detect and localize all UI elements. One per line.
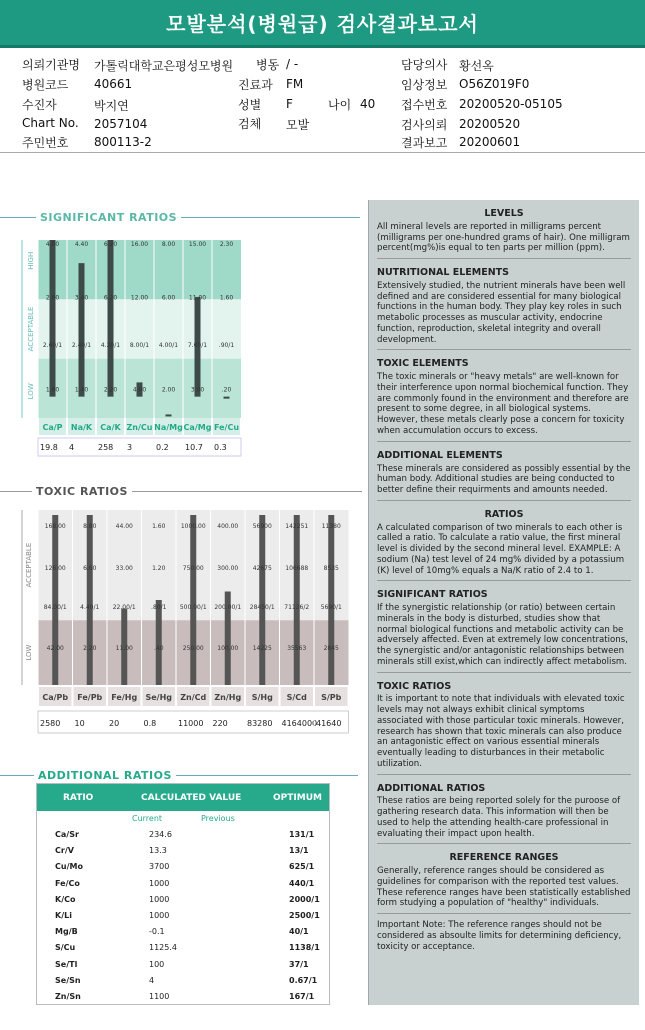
explanation-heading: REFERENCE RANGES bbox=[449, 852, 559, 864]
significant-column-name: Fe/Cu bbox=[213, 423, 240, 432]
significant-tick-label: 16.00 bbox=[130, 241, 149, 248]
significant-tick-label: 2.40/1 bbox=[71, 341, 92, 349]
explanation-heading: SIGNIFICANT RATIOS bbox=[377, 589, 488, 601]
clinical-value: O56Z019F0 bbox=[459, 77, 530, 91]
age-value: 40 bbox=[360, 97, 376, 111]
significant-tick-label: 1.60 bbox=[45, 386, 60, 394]
toxic-tick-label: .80/1 bbox=[151, 604, 167, 611]
toxic-value: 10 bbox=[74, 719, 85, 728]
significant-bar bbox=[79, 263, 85, 397]
toxic-tick-label: 14225 bbox=[252, 645, 272, 652]
significant-column-name: Ca/P bbox=[42, 423, 63, 432]
significant-value: 19.8 bbox=[40, 443, 58, 452]
toxic-tick-label: 126.00 bbox=[44, 565, 66, 572]
dept-value: / - bbox=[286, 57, 299, 71]
sex-label: 성별 bbox=[238, 98, 262, 112]
significant-bar bbox=[50, 240, 56, 397]
toxic-side-label: LOW bbox=[25, 644, 33, 661]
significant-column-name: Na/K bbox=[70, 423, 93, 432]
toxic-tick-label: 11.00 bbox=[115, 645, 133, 652]
receipt-label: 접수번호 bbox=[401, 98, 448, 112]
toxic-tick-label: 2845 bbox=[323, 645, 339, 652]
significant-side-label: HIGH bbox=[27, 251, 35, 270]
toxic-tick-label: 750.00 bbox=[182, 565, 204, 572]
significant-tick-label: 6.00 bbox=[161, 294, 176, 302]
toxic-bar bbox=[87, 515, 93, 685]
name-value: 박지연 bbox=[94, 99, 129, 113]
toxic-column-name: Fe/Pb bbox=[77, 693, 103, 702]
toxic-tick-label: 6.60 bbox=[83, 565, 97, 572]
toxic-tick-label: 84.00/1 bbox=[43, 604, 67, 611]
additional-current-value: 1000 bbox=[149, 911, 170, 920]
significant-tick-label: 3.00 bbox=[190, 386, 205, 394]
toxic-tick-label: 142251 bbox=[285, 523, 309, 530]
additional-optimum-value: 167/1 bbox=[289, 992, 315, 1001]
explanation-heading: ADDITIONAL RATIOS bbox=[377, 782, 486, 794]
toxic-value: 4164000 bbox=[281, 719, 318, 728]
toxic-tick-label: 1000.00 bbox=[180, 523, 206, 530]
explanation-text: Generally, reference ranges should be considered as guidelines for comparison with the reported test values. These reference ranges have been statistically established form studying a population of "healthy" individuals. bbox=[377, 866, 631, 909]
rrn-label: 주민번호 bbox=[22, 136, 69, 150]
significant-side-label: LOW bbox=[27, 383, 35, 400]
additional-ratio-name: K/Li bbox=[55, 911, 72, 920]
toxic-tick-label: 400.00 bbox=[217, 523, 239, 530]
subheader-previous: Previous bbox=[201, 814, 235, 823]
significant-title: SIGNIFICANT RATIOS bbox=[36, 210, 181, 225]
toxic-column-name: Se/Hg bbox=[145, 693, 173, 702]
toxic-bar bbox=[328, 515, 334, 685]
toxic-tick-label: 42675 bbox=[252, 565, 272, 572]
additional-ratio-name: Cu/Mo bbox=[55, 862, 83, 872]
significant-tick-label: 8.00/1 bbox=[129, 341, 150, 349]
toxic-tick-label: .40 bbox=[153, 645, 164, 652]
header-optimum: OPTIMUM bbox=[273, 793, 322, 803]
toxic-side-label: ACCEPTABLE bbox=[25, 542, 33, 588]
explanation-heading: TOXIC RATIOS bbox=[377, 680, 452, 692]
toxic-tick-label: 168.00 bbox=[44, 523, 66, 530]
chart-label: Chart No. bbox=[22, 116, 79, 130]
toxic-tick-label: 1.20 bbox=[152, 565, 166, 572]
sex-value: F bbox=[286, 97, 293, 111]
rrn-value: 800113-2 bbox=[94, 135, 152, 149]
toxic-tick-label: 71126/2 bbox=[284, 604, 310, 611]
toxic-tick-label: 300.00 bbox=[217, 565, 239, 572]
significant-column-name: Ca/Mg bbox=[183, 423, 212, 432]
significant-tick-label: 2.20 bbox=[103, 386, 118, 394]
toxic-ratios-chart bbox=[0, 500, 342, 735]
additional-current-value: 234.6 bbox=[149, 830, 172, 839]
test-date-label: 검사의뢰 bbox=[401, 118, 448, 132]
additional-current-value: 100 bbox=[149, 959, 165, 969]
toxic-tick-label: 106688 bbox=[285, 565, 309, 572]
name-label: 수진자 bbox=[22, 98, 57, 112]
significant-value: 0.3 bbox=[214, 443, 227, 452]
significant-tick-label: 2.60 bbox=[45, 294, 60, 302]
significant-tick-label: 6.20 bbox=[103, 241, 118, 248]
toxic-column-name: Ca/Pb bbox=[42, 693, 69, 702]
explanation-text: If the synergistic relationship (or ratio) between certain minerals in the body is disturbed, studies show that normal biological functions and metabolic activity can be adversely affected. Even at extremely low concentrations, the synergistic and/or antagonistic relationships between minerals still exist,which can indirectly affect metabolism. bbox=[377, 603, 628, 667]
significant-column-name: Na/Mg bbox=[154, 423, 183, 432]
additional-optimum-value: 440/1 bbox=[289, 878, 315, 888]
additional-ratio-name: Mg/B bbox=[55, 927, 78, 937]
additional-current-value: 4 bbox=[149, 975, 155, 985]
significant-side-label: ACCEPTABLE bbox=[27, 306, 35, 352]
significant-tick-label: 4.00/1 bbox=[158, 341, 179, 349]
explanation-heading: NUTRITIONAL ELEMENTS bbox=[377, 267, 509, 279]
header-ratio: RATIO bbox=[63, 793, 94, 803]
report-date-label: 결과보고 bbox=[401, 136, 448, 150]
explanation-text: These ratios are being reported solely for the puroose of gathering research data. This information will then be used to help the attending health-care professional in evaluating their impact upon health. bbox=[377, 796, 621, 839]
toxic-tick-label: 42.00 bbox=[46, 645, 64, 652]
significant-column-name: Zn/Cu bbox=[126, 423, 153, 432]
significant-bar bbox=[108, 240, 114, 397]
explanation-text: Extensively studied, the nutrient minerals have been well defined and are considered essential for many biological functions in the human body. They play key roles in such metabolic processes as muscular activity, endocrine function, reproduction, skeletal integrity and overall development. bbox=[377, 280, 626, 345]
additional-optimum-value: 40/1 bbox=[289, 927, 309, 937]
receipt-value: 20200520-05105 bbox=[459, 97, 563, 111]
toxic-tick-label: 200.00/1 bbox=[214, 604, 242, 611]
explanation-heading: LEVELS bbox=[484, 208, 524, 219]
additional-optimum-value: 2000/1 bbox=[289, 894, 320, 904]
significant-tick-label: 15.00 bbox=[188, 241, 207, 248]
toxic-column-name: S/Pb bbox=[321, 693, 342, 702]
additional-optimum-value: 1138/1 bbox=[289, 943, 320, 953]
header-calculated: CALCULATED VALUE bbox=[141, 793, 242, 803]
toxic-tick-label: 33.00 bbox=[115, 565, 133, 572]
toxic-tick-label: 28450/1 bbox=[249, 604, 275, 611]
additional-ratio-name: Cr/V bbox=[55, 846, 74, 856]
significant-tick-label: 4.00 bbox=[45, 241, 60, 248]
toxic-value: 41640 bbox=[316, 719, 342, 728]
subheader-current: Current bbox=[132, 814, 163, 823]
explanation-text: These minerals are considered as possibly essential by the human body. Additional studies are being conducted to better define their requirments and amounts needed. bbox=[377, 463, 631, 495]
explanation-text: It is important to note that individuals with elevated toxic levels may not always exhibit clinical symptoms associated with those particular toxic minerals. However, research has shown that toxic minerals can also produce an antagonistic effect on various essential minerals eventually leading to disturbances in their metabolic utilization. bbox=[377, 694, 625, 769]
significant-column-name: Ca/K bbox=[100, 423, 121, 432]
toxic-tick-label: 8535 bbox=[323, 565, 339, 572]
toxic-tick-label: 22.00/1 bbox=[112, 604, 136, 611]
significant-tick-label: 12.00 bbox=[130, 294, 149, 302]
significant-tick-label: 8.00 bbox=[161, 241, 176, 248]
toxic-tick-label: 5690/1 bbox=[320, 604, 342, 611]
significant-value: 4 bbox=[69, 443, 75, 452]
toxic-column-name: Zn/Cd bbox=[180, 693, 207, 702]
hospital-label: 의뢰기관명 bbox=[22, 58, 80, 72]
toxic-tick-label: 4.40/1 bbox=[80, 604, 100, 611]
toxic-tick-label: 44.00 bbox=[115, 523, 133, 530]
toxic-value: 0.8 bbox=[143, 719, 157, 728]
toxic-bar bbox=[294, 515, 300, 685]
significant-tick-label: 2.00 bbox=[161, 386, 176, 394]
additional-ratio-name: Se/Sn bbox=[55, 975, 81, 985]
significant-tick-label: 4.00 bbox=[132, 386, 147, 394]
toxic-column-name: Fe/Hg bbox=[111, 693, 138, 702]
additional-current-value: 1000 bbox=[149, 878, 170, 888]
toxic-value: 220 bbox=[212, 719, 228, 728]
additional-ratio-name: Zn/Sn bbox=[55, 992, 81, 1001]
toxic-bar bbox=[52, 515, 58, 685]
additional-current-value: 3700 bbox=[149, 862, 170, 872]
explanation-panel bbox=[368, 200, 639, 1005]
significant-ratios-chart bbox=[0, 225, 245, 452]
toxic-title: TOXIC RATIOS bbox=[32, 484, 132, 499]
additional-title: ADDITIONAL RATIOS bbox=[34, 768, 176, 783]
toxic-tick-label: 35563 bbox=[287, 645, 307, 652]
additional-current-value: 1000 bbox=[149, 894, 170, 904]
significant-tick-label: .20 bbox=[221, 386, 232, 394]
significant-value: 0.2 bbox=[156, 443, 169, 452]
toxic-value: 2580 bbox=[40, 719, 61, 728]
explanation-text: The toxic minerals or "heavy metals" are well-known for their interference upon normal biochemical function. They are commonly found in the environment and therefore are present to some degree, in all biological systems. However, these metals clearly pose a concern for toxicity when accumulation occurs to excess. bbox=[377, 372, 629, 436]
additional-optimum-value: 625/1 bbox=[289, 862, 315, 872]
additional-ratio-name: Ca/Sr bbox=[55, 830, 79, 839]
toxic-column-name: S/Cd bbox=[286, 693, 307, 702]
significant-tick-label: 1.60 bbox=[219, 294, 234, 302]
significant-tick-label: 6.20 bbox=[103, 294, 118, 302]
additional-ratio-name: Se/Tl bbox=[55, 959, 78, 969]
toxic-tick-label: 1.60 bbox=[152, 523, 166, 530]
toxic-value: 11000 bbox=[178, 719, 204, 728]
header-divider bbox=[0, 152, 645, 153]
additional-current-value: 1125.4 bbox=[149, 943, 177, 953]
additional-ratios-table bbox=[36, 783, 330, 1005]
high-band bbox=[38, 240, 241, 302]
explanation-text: A calculated comparison of two minerals to each other is called a ratio. To calculate a ratio value, the first mineral level is divided by the second mineral level. EXAMPLE: A sodium (Na) test level of 24 mg% divided by a potassium (K) level of 10mg% equals a Na/K ratio of 2.4 to 1. bbox=[377, 522, 625, 576]
test-date-value: 20200520 bbox=[459, 117, 521, 131]
toxic-bar bbox=[190, 515, 196, 685]
toxic-tick-label: 8.80 bbox=[83, 523, 97, 530]
toxic-bar bbox=[259, 515, 265, 685]
additional-current-value: 13.3 bbox=[149, 846, 167, 856]
clinic-value: FM bbox=[286, 77, 304, 91]
toxic-column-name: Zn/Hg bbox=[214, 693, 242, 702]
significant-tick-label: 1.40 bbox=[74, 386, 89, 394]
significant-value: 10.7 bbox=[185, 443, 203, 452]
specimen-value: 모발 bbox=[286, 118, 310, 132]
significant-tick-label: 4.40 bbox=[74, 241, 89, 248]
additional-ratio-name: Fe/Co bbox=[55, 878, 80, 888]
toxic-tick-label: 250.00 bbox=[182, 645, 204, 652]
significant-tick-label: 2.30 bbox=[219, 241, 234, 248]
toxic-value: 83280 bbox=[247, 719, 273, 728]
significant-tick-label: 7.00/1 bbox=[187, 341, 208, 349]
additional-optimum-value: 0.67/1 bbox=[289, 975, 318, 985]
additional-ratio-name: K/Co bbox=[55, 894, 76, 904]
code-value: 40661 bbox=[94, 77, 133, 91]
additional-ratio-name: S/Cu bbox=[55, 943, 76, 953]
explanation-heading: TOXIC ELEMENTS bbox=[377, 358, 469, 370]
additional-table-header bbox=[37, 784, 329, 811]
specimen-label: 검체 bbox=[238, 117, 262, 131]
explanation-heading: ADDITIONAL ELEMENTS bbox=[377, 449, 503, 461]
explanation-text: All mineral levels are reported in milligrams percent (milligrams per one-hundred grams of hair). One milligram percent(mg%)is equal to ten parts per million (ppm). bbox=[377, 221, 630, 254]
code-label: 병원코드 bbox=[22, 78, 69, 92]
explanation-text: Important Note: The reference ranges should not be considered as absoulte limits for determining deficiency, toxicity or acceptance. bbox=[377, 920, 622, 952]
toxic-column-name: S/Hg bbox=[251, 693, 273, 702]
report-title: 모발분석(병원급) 검사결과보고서 bbox=[0, 0, 645, 48]
toxic-tick-label: 500.00/1 bbox=[179, 604, 207, 611]
dept-label: 병동 bbox=[256, 58, 280, 72]
toxic-value: 20 bbox=[109, 719, 120, 728]
significant-tick-label: 2.60/1 bbox=[42, 341, 63, 349]
significant-bar bbox=[224, 397, 230, 399]
doctor-label: 담당의사 bbox=[401, 58, 448, 72]
chart-value: 2057104 bbox=[94, 117, 148, 131]
explanation-heading: RATIOS bbox=[484, 508, 524, 520]
clinical-label: 임상정보 bbox=[401, 78, 448, 92]
report-date-value: 20200601 bbox=[459, 135, 521, 149]
additional-current-value: 1100 bbox=[149, 992, 170, 1001]
additional-optimum-value: 131/1 bbox=[289, 830, 315, 839]
additional-optimum-value: 13/1 bbox=[289, 846, 309, 856]
toxic-tick-label: 100.00 bbox=[217, 645, 239, 652]
toxic-tick-label: 56900 bbox=[252, 523, 272, 530]
significant-value: 3 bbox=[127, 443, 133, 452]
additional-optimum-value: 37/1 bbox=[289, 959, 309, 969]
additional-current-value: -0.1 bbox=[149, 927, 165, 937]
acceptable-band bbox=[38, 299, 241, 358]
significant-tick-label: 4.20/1 bbox=[100, 341, 121, 349]
age-label: 나이 bbox=[328, 98, 352, 112]
significant-value: 258 bbox=[98, 443, 114, 452]
doctor-value: 황선옥 bbox=[459, 59, 494, 73]
toxic-tick-label: 11380 bbox=[321, 523, 341, 530]
hospital-value: 가톨릭대학교은평성모병원 bbox=[94, 59, 234, 73]
additional-optimum-value: 2500/1 bbox=[289, 911, 320, 920]
significant-tick-label: 3.40 bbox=[74, 294, 89, 302]
significant-tick-label: 11.00 bbox=[188, 294, 207, 302]
toxic-tick-label: 2.20 bbox=[83, 645, 97, 652]
significant-bar bbox=[166, 414, 172, 416]
clinic-label: 진료과 bbox=[238, 78, 273, 92]
significant-tick-label: .90/1 bbox=[218, 341, 235, 349]
